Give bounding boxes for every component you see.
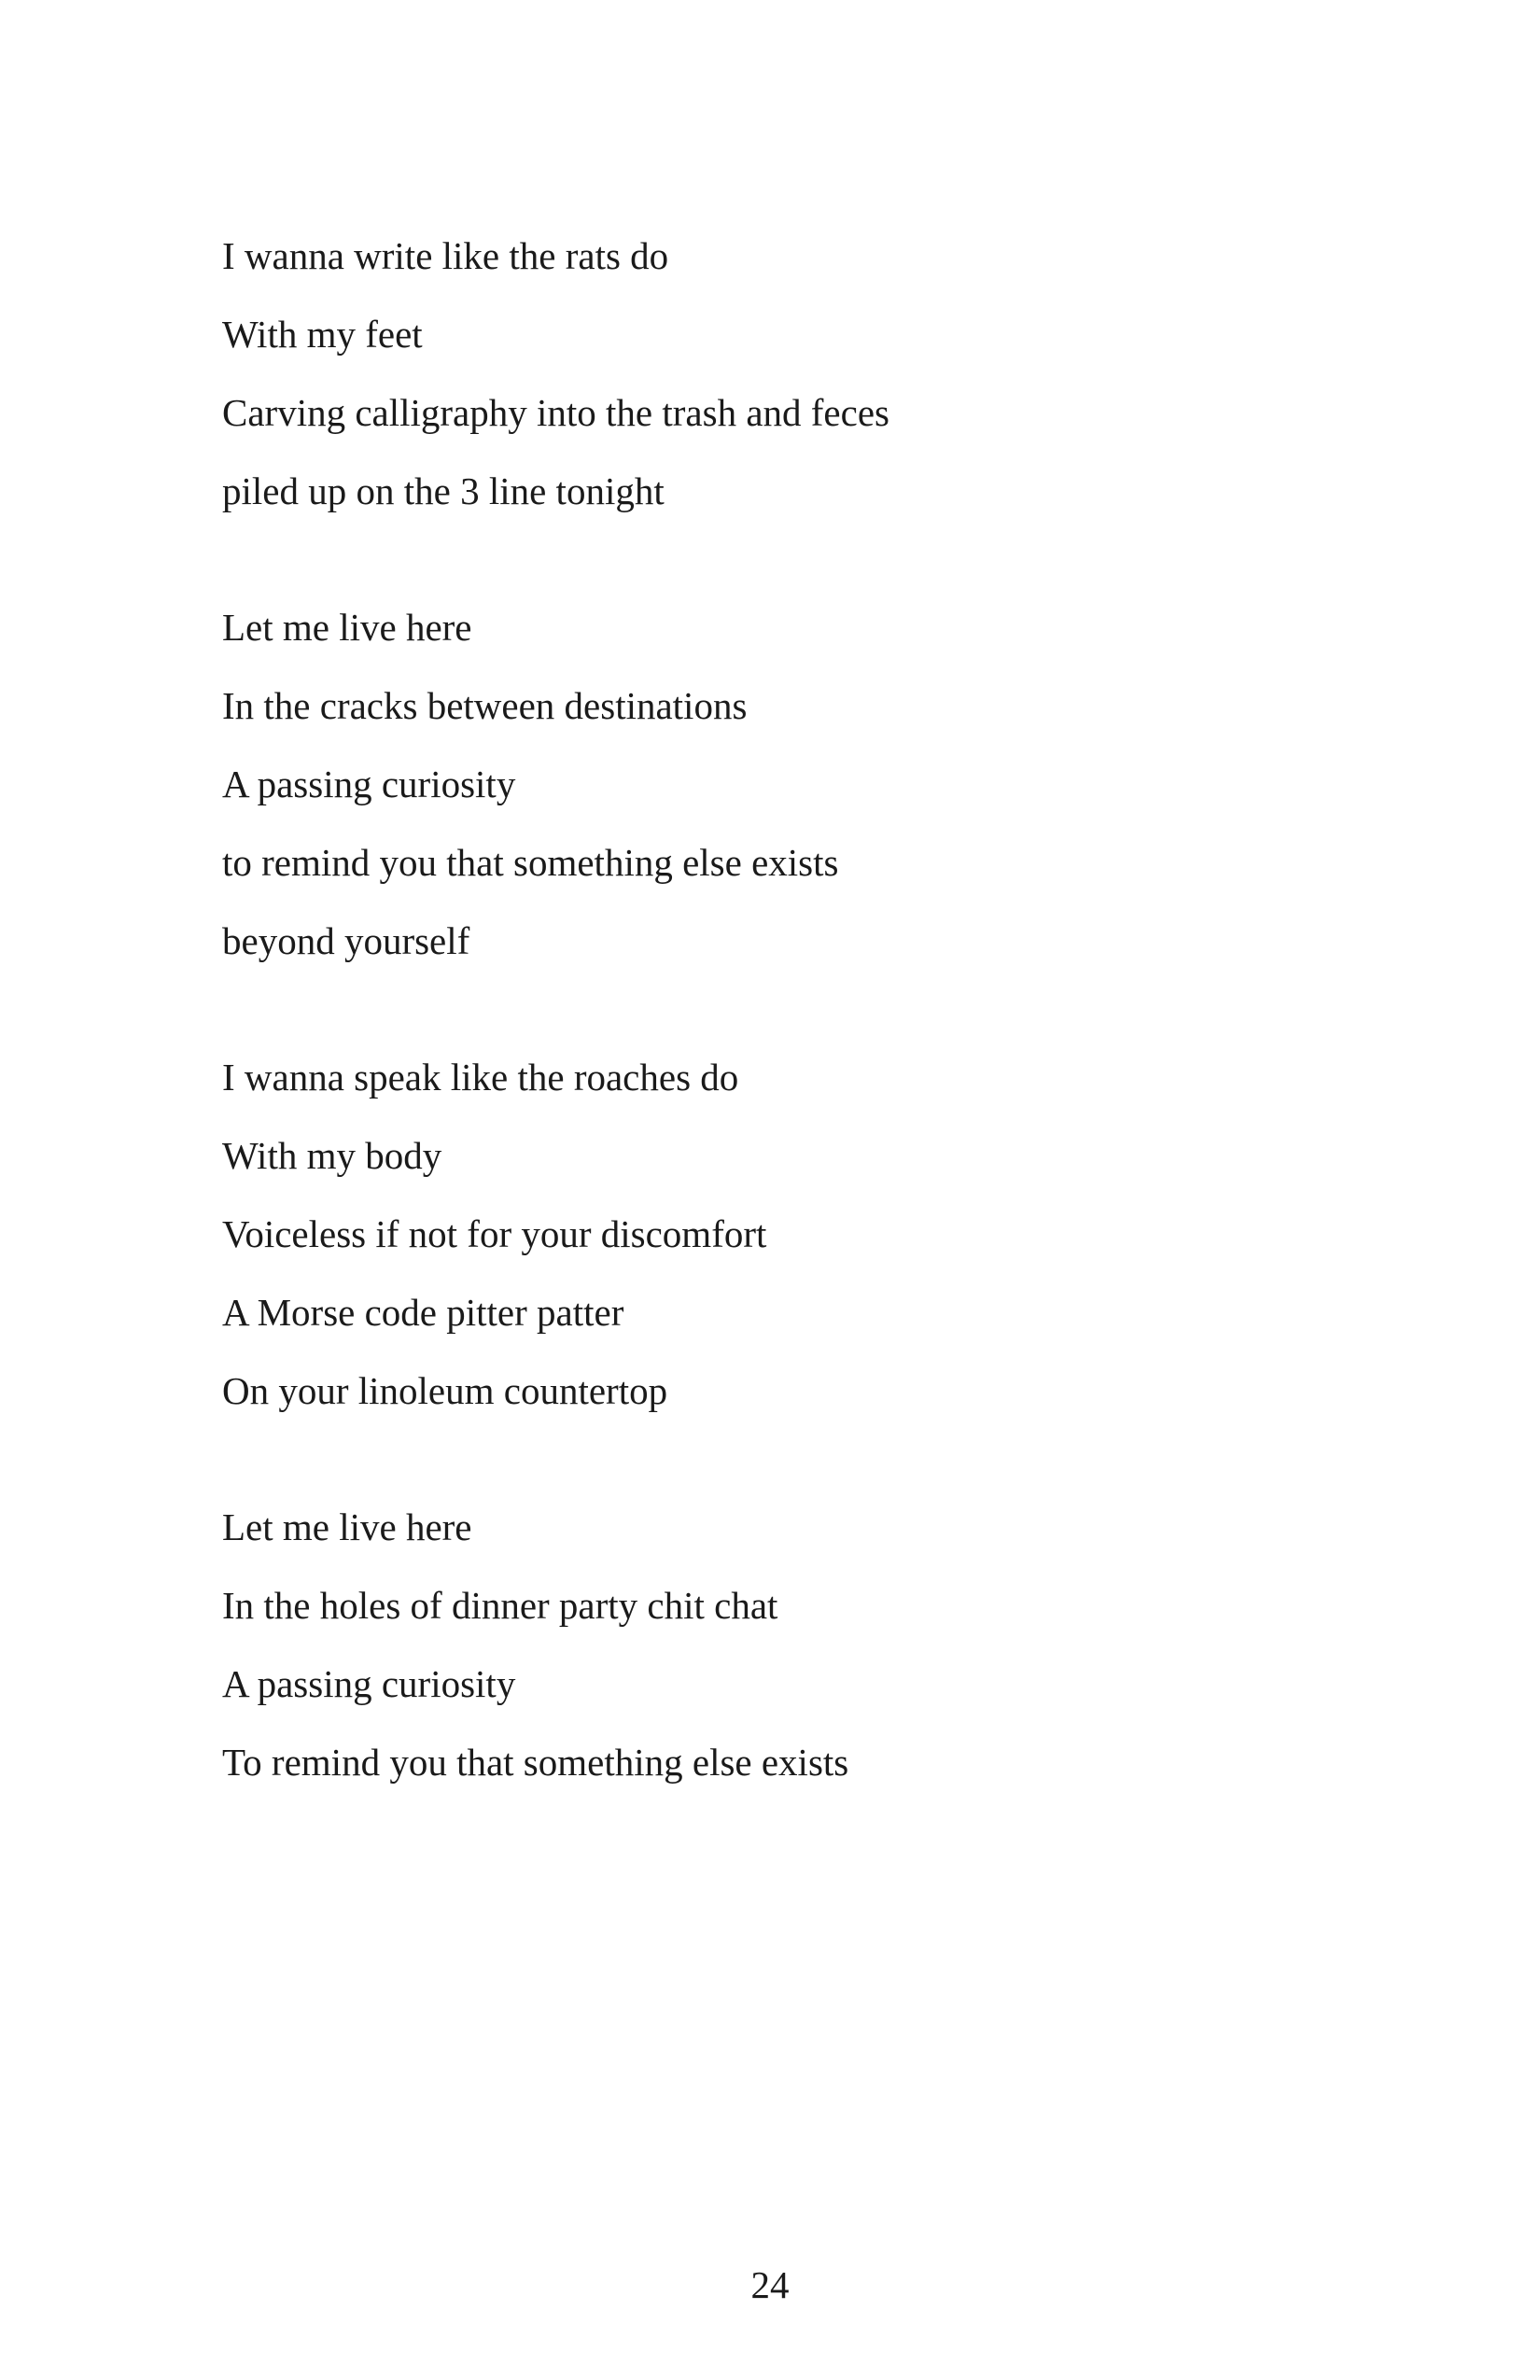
poem-line: In the cracks between destinations [222,684,748,727]
stanza-2 [222,588,1342,980]
poem-line: to remind you that something else exists [222,841,839,884]
poem-line: Carving calligraphy into the trash and feces [222,391,889,434]
poem-line: Let me live here [222,1505,472,1548]
poem-body [222,217,1342,1859]
stanza-3 [222,1038,1342,1430]
poem-line: In the holes of dinner party chit chat [222,1584,778,1627]
poem-line: A passing curiosity [222,1662,516,1705]
poem-line: I wanna speak like the roaches do [222,1056,739,1099]
poem-line: Voiceless if not for your discomfort [222,1212,767,1255]
poem-line: beyond yourself [222,919,470,962]
page-number: 24 [750,2263,790,2306]
poem-line: A passing curiosity [222,763,516,805]
stanza-4 [222,1488,1342,1801]
poem-line: I wanna write like the rats do [222,234,669,277]
poem-line: A Morse code pitter patter [222,1291,624,1334]
poem-line: To remind you that something else exists [222,1741,849,1784]
poem-line: With my body [222,1134,442,1177]
stanza-1 [222,217,1342,530]
poem-line: On your linoleum countertop [222,1369,668,1412]
poem-line: With my feet [222,313,423,356]
poem-line: piled up on the 3 line tonight [222,469,665,512]
poem-line: Let me live here [222,606,472,649]
